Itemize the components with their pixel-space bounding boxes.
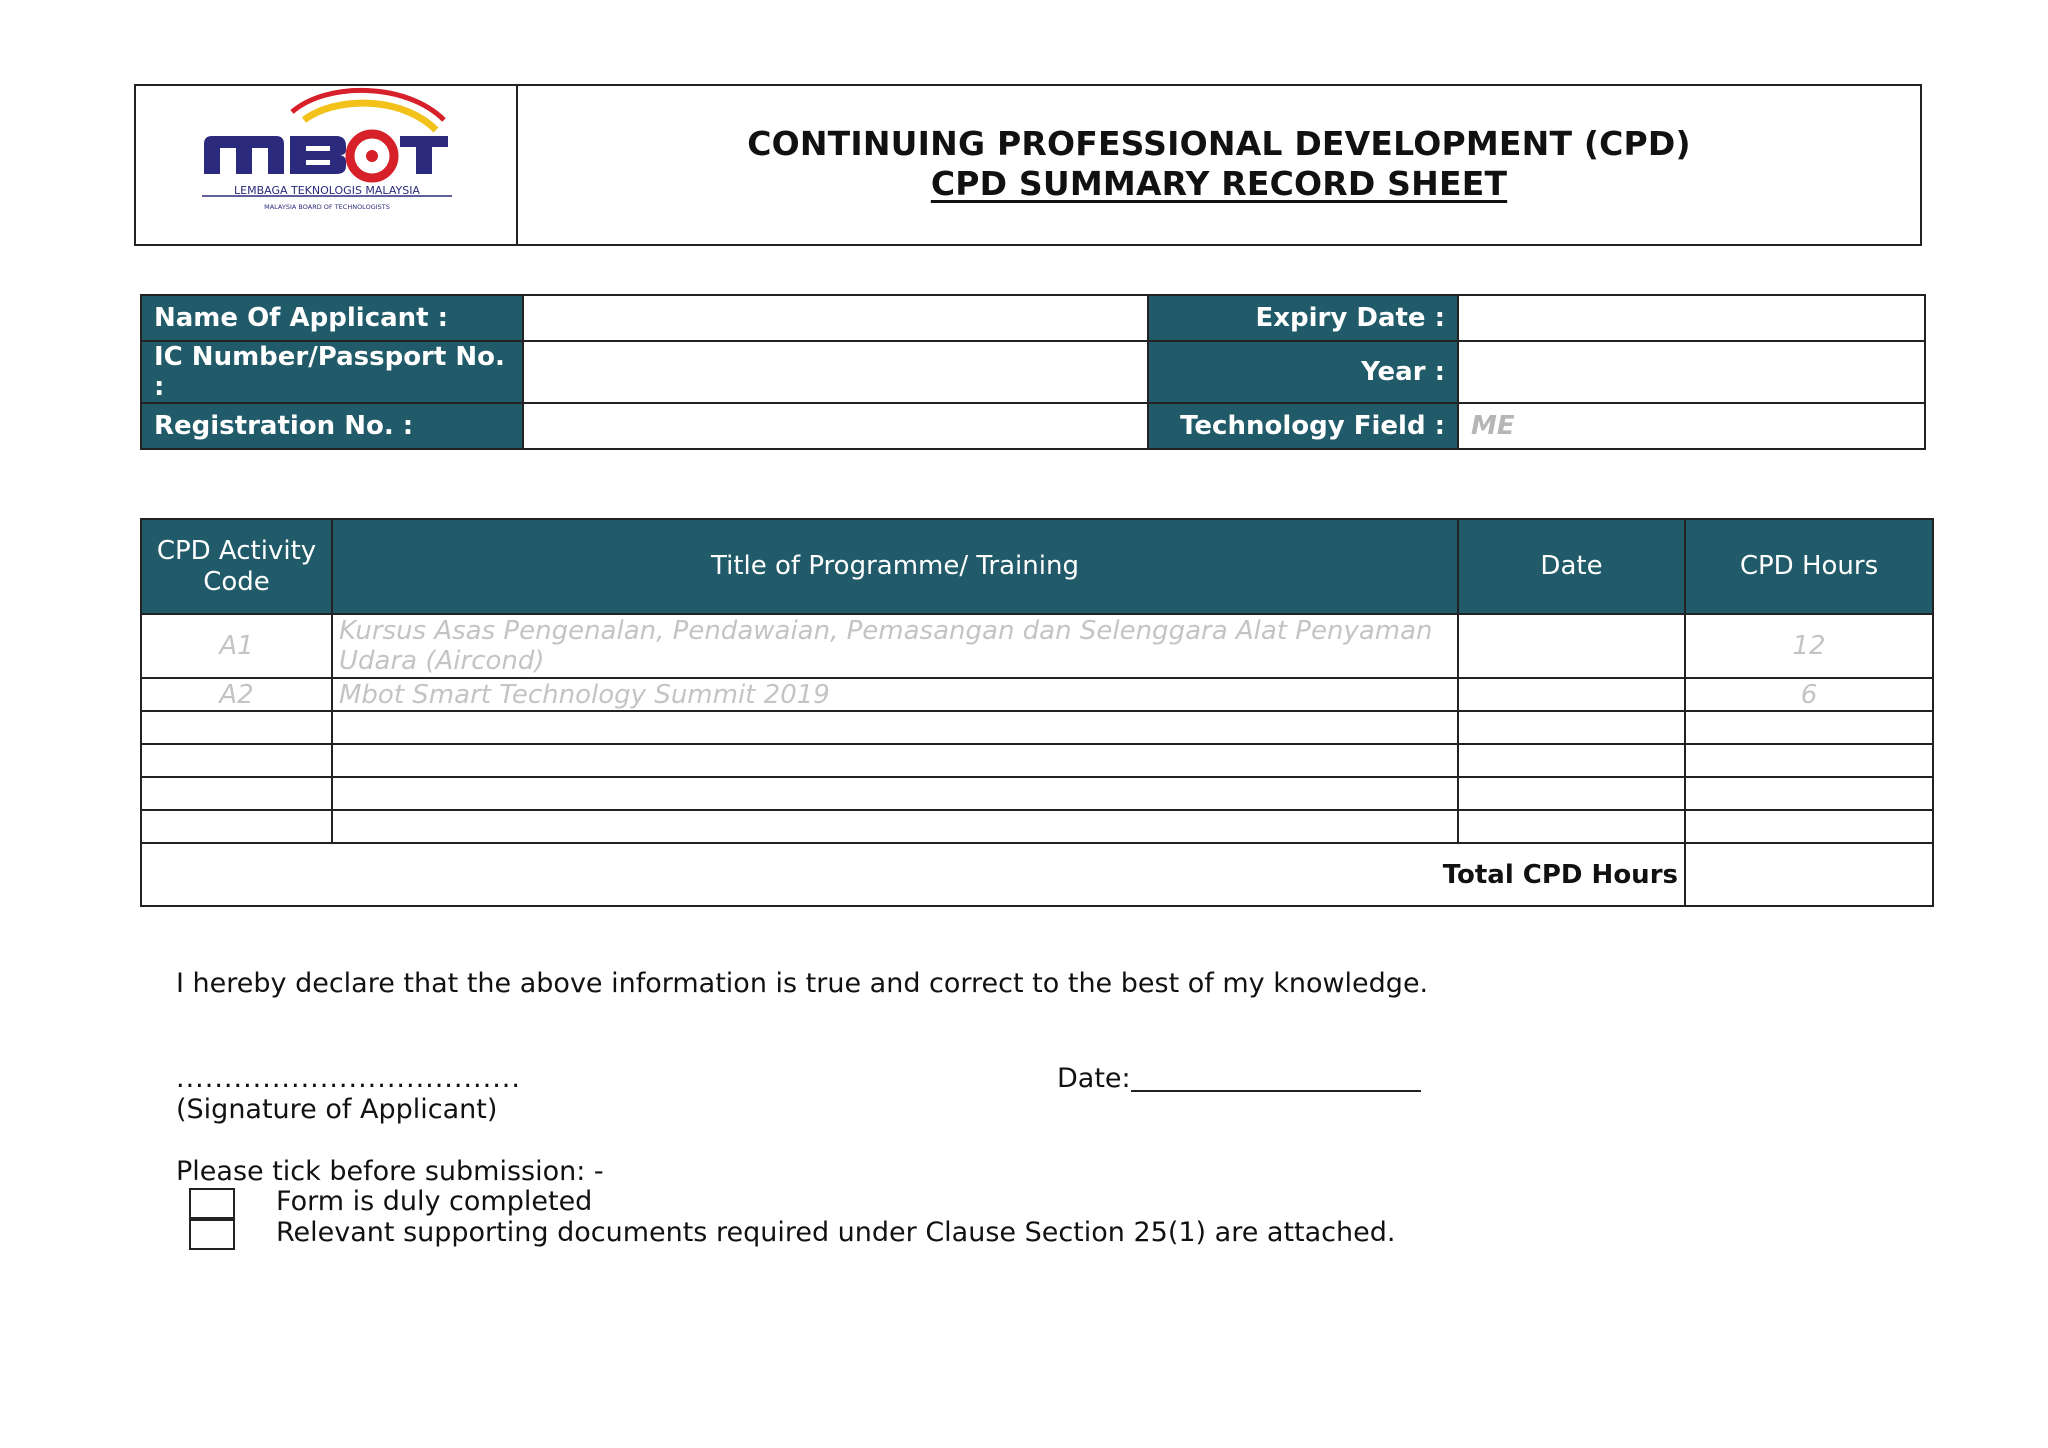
activity-date-cell[interactable] (1458, 614, 1685, 678)
total-row (141, 843, 1933, 906)
documents-attached-checkbox[interactable] (189, 1219, 235, 1250)
form-completed-checkbox[interactable] (189, 1188, 235, 1219)
date-field[interactable] (1131, 1090, 1421, 1092)
activity-title-cell[interactable]: Kursus Asas Pengenalan, Pendawaian, Pemasangan dan Selenggara Alat Penyaman Udara (Aircond) (332, 614, 1458, 678)
table-row (141, 711, 1933, 744)
cpd-activities-table (140, 518, 1934, 907)
activity-title-cell[interactable] (332, 744, 1458, 777)
col-header-code: CPD Activity Code (141, 519, 332, 614)
year-label: Year : (1148, 341, 1458, 403)
form-title: CONTINUING PROFESSIONAL DEVELOPMENT (CPD) (747, 124, 1691, 163)
form-completed-label: Form is duly completed (276, 1186, 593, 1217)
applicant-row-1 (141, 295, 1925, 341)
activity-code-cell[interactable] (141, 711, 332, 744)
activity-hours-cell[interactable]: 12 (1685, 614, 1933, 678)
expiry-field[interactable] (1458, 295, 1925, 341)
title-cell (518, 86, 1920, 244)
documents-attached-label: Relevant supporting documents required under Clause Section 25(1) are attached. (276, 1217, 1396, 1248)
activity-hours-cell[interactable] (1685, 777, 1933, 810)
activity-hours-cell[interactable] (1685, 810, 1933, 843)
activity-date-cell[interactable] (1458, 678, 1685, 711)
table-row (141, 678, 1933, 711)
activity-date-cell[interactable] (1458, 744, 1685, 777)
form-header (134, 84, 1922, 246)
activity-date-cell[interactable] (1458, 711, 1685, 744)
table-row (141, 777, 1933, 810)
declaration-statement: I hereby declare that the above information is true and correct to the best of my knowledge. (176, 968, 1429, 999)
col-header-date: Date (1458, 519, 1685, 614)
activity-code-cell[interactable] (141, 810, 332, 843)
applicant-row-3 (141, 403, 1925, 449)
logo-tagline: MALAYSIA BOARD OF TECHNOLOGISTS (264, 203, 390, 211)
col-header-hours: CPD Hours (1685, 519, 1933, 614)
technology-field-label: Technology Field : (1148, 403, 1458, 449)
mbot-logo (196, 86, 458, 226)
form-subtitle: CPD SUMMARY RECORD SHEET (930, 164, 1508, 203)
tick-instruction: Please tick before submission: - (176, 1156, 604, 1187)
technology-field-value[interactable]: ME (1458, 403, 1925, 449)
col-header-title: Title of Programme/ Training (332, 519, 1458, 614)
table-header-row (141, 519, 1933, 614)
applicant-info-table (140, 294, 1926, 450)
activity-code-cell[interactable] (141, 777, 332, 810)
activity-title-cell[interactable] (332, 777, 1458, 810)
activity-hours-cell[interactable]: 6 (1685, 678, 1933, 711)
table-row (141, 810, 1933, 843)
expiry-label: Expiry Date : (1148, 295, 1458, 341)
name-field[interactable] (523, 295, 1148, 341)
total-cpd-hours-field[interactable] (1685, 843, 1933, 906)
activity-date-cell[interactable] (1458, 777, 1685, 810)
logo-cell (136, 86, 518, 244)
table-row (141, 744, 1933, 777)
activity-title-cell[interactable] (332, 810, 1458, 843)
name-label: Name Of Applicant : (141, 295, 523, 341)
activity-code-cell[interactable]: A1 (141, 614, 332, 678)
activity-hours-cell[interactable] (1685, 711, 1933, 744)
signature-line[interactable]: .................................... (176, 1063, 521, 1094)
table-row (141, 614, 1933, 678)
signature-label: (Signature of Applicant) (176, 1094, 498, 1125)
total-cpd-hours-label: Total CPD Hours (141, 843, 1685, 906)
registration-label: Registration No. : (141, 403, 523, 449)
applicant-row-2 (141, 341, 1925, 403)
activity-date-cell[interactable] (1458, 810, 1685, 843)
registration-field[interactable] (523, 403, 1148, 449)
logo-subtitle: LEMBAGA TEKNOLOGIS MALAYSIA (234, 184, 420, 197)
activity-title-cell[interactable]: Mbot Smart Technology Summit 2019 (332, 678, 1458, 711)
year-field[interactable] (1458, 341, 1925, 403)
activity-code-cell[interactable]: A2 (141, 678, 332, 711)
ic-field[interactable] (523, 341, 1148, 403)
date-label: Date: (1057, 1063, 1131, 1094)
activity-hours-cell[interactable] (1685, 744, 1933, 777)
ic-label: IC Number/Passport No. : (141, 341, 523, 403)
activity-code-cell[interactable] (141, 744, 332, 777)
activity-title-cell[interactable] (332, 711, 1458, 744)
